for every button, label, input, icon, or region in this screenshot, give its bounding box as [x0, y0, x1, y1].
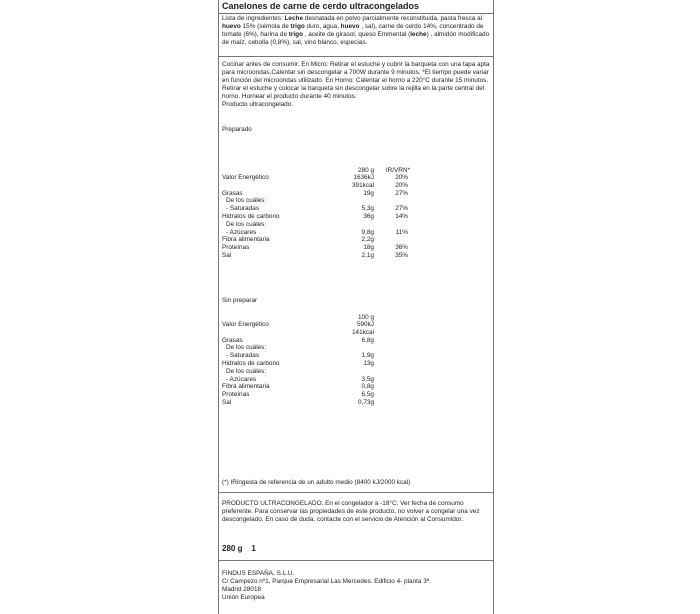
- nutrient-value: 2,1g: [361, 252, 374, 259]
- nutrient-value: 1636kJ: [353, 174, 374, 181]
- nutrient-value: 0,73g: [358, 399, 374, 406]
- cooking-instructions: [222, 61, 490, 108]
- storage-text: PRODUCTO ULTRACONGELADO. En el congelador a -18°C: Ver fecha de consumo preferente. Para conservar las propiedades de este producto, no volver a congelar una vez descongelado. En caso de duda, contacte con el servicio de Atención al Consumidor.: [222, 500, 480, 523]
- company-city: Madrid 28018: [222, 585, 262, 593]
- product-title: Canelones de carne de cerdo ultracongelados: [222, 1, 420, 11]
- prepared-weight-header: 280 g: [358, 167, 374, 174]
- allergen-text: Leche: [284, 15, 304, 22]
- company-info: [222, 570, 490, 602]
- nutrient-name: Grasas: [222, 189, 243, 197]
- storage-instructions: [222, 500, 490, 524]
- nutrient-value: 13g: [363, 360, 374, 367]
- nutrient-name: - Saturadas: [226, 352, 260, 360]
- nutrient-ir-percent: 20%: [395, 181, 408, 189]
- nutrient-name: Fibra alimentaria: [222, 236, 270, 244]
- nutrient-name: Proteínas: [222, 244, 250, 252]
- ingredient-text: Lista de ingredientes:: [222, 15, 285, 22]
- nutrient-name: De los cuáles:: [226, 367, 267, 375]
- allergen-text: trigo: [290, 22, 305, 30]
- nutrient-name: Sal: [222, 252, 232, 259]
- nutrient-name: De los cuáles:: [226, 344, 267, 352]
- ingredient-text: ) , almidón modificado de maíz, cebolla (0,8%), sal, vino blanco, especias.: [222, 30, 490, 46]
- nutrient-value: 0,8g: [361, 383, 374, 391]
- allergen-text: leche: [410, 30, 427, 38]
- ingredient-text: 15% (sémola de: [240, 22, 291, 30]
- nutrient-ir-percent: 20%: [395, 174, 408, 181]
- nutrient-name: Valor Energético: [222, 174, 269, 181]
- nutrient-ir-percent: 11%: [395, 228, 408, 236]
- allergen-text: huevo: [340, 22, 360, 30]
- nutrient-value: 5,3g: [361, 205, 374, 213]
- allergen-text: huevo: [222, 22, 241, 30]
- nutrient-ir-percent: 35%: [395, 252, 408, 259]
- nutrient-ir-percent: 14%: [395, 213, 408, 220]
- ingredient-text: , sal), carne de cerdo 14%, concentrado de tomate (6%), harina de: [222, 22, 484, 38]
- nutrient-value: 36g: [363, 213, 374, 220]
- prepared-label: Preparado: [222, 126, 252, 133]
- ingredient-text: desnatada en polvo parcialmente reconstituida, pasta fresca al: [303, 15, 483, 22]
- unit-count: 1: [251, 544, 256, 553]
- company-address: C/ Campezo nº1, Parque Empresarial Las Mercedes. Edificio 4- planta 3ª.: [222, 577, 431, 585]
- nutrient-name: Fibra alimentaria: [222, 383, 270, 391]
- nutrient-value: 590kJ: [356, 321, 374, 328]
- allergen-text: trigo: [288, 30, 303, 38]
- nutrient-value: 2,2g: [361, 236, 374, 244]
- net-quantity: [222, 544, 256, 553]
- frozen-note: Producto ultracongelado.: [222, 100, 294, 108]
- nutrient-value: 19g: [363, 189, 374, 197]
- nutrient-name: - Azúcares: [226, 228, 257, 236]
- ingredients-divider: [218, 56, 494, 57]
- title-divider: [218, 13, 494, 14]
- nutrient-value: 9,8g: [361, 228, 374, 236]
- unprepared-weight-header: 100 g: [358, 314, 374, 321]
- net-weight: 280 g: [222, 544, 243, 553]
- nutrient-name: Hidratos de carbono: [222, 360, 280, 367]
- nutrient-name: Valor Energético: [222, 321, 269, 328]
- nutrient-name: - Saturadas: [226, 205, 260, 213]
- nutrient-name: De los cuáles:: [226, 220, 267, 228]
- nutrient-ir-percent: 27%: [395, 189, 408, 197]
- nutrient-ir-percent: 36%: [395, 244, 408, 252]
- nutrient-value: 141kcal: [351, 328, 374, 336]
- nutrient-value: 1,9g: [361, 352, 374, 360]
- nutrient-ir-percent: 27%: [395, 205, 408, 213]
- reference-footnote: (*) IRingesta de referencia de un adulto medio (8400 kJ/2000 kcal): [222, 479, 411, 486]
- nutrient-value: 6,8g: [361, 336, 374, 344]
- footnote-divider: [218, 492, 494, 493]
- net-divider: [218, 560, 494, 561]
- ingredients-list: [222, 15, 490, 47]
- company-region: Unión Europea: [222, 593, 265, 601]
- nutrient-name: Sal: [222, 399, 232, 406]
- nutrient-value: 391kcal: [351, 181, 374, 189]
- unprepared-label: Sin preparar: [222, 297, 258, 304]
- nutrient-value: 6,5g: [361, 391, 374, 399]
- prepared-ir-header: IR/VRN*: [385, 167, 410, 174]
- instructions-text: Cocinar antes de consumir. En Micro: Retirar el estuche y cubrir la barqueta con una tapa apta para microondas.Calentar sin descongelar a 700W durante 9 minutos. *El tiempo puede variar en función del microondas utilizado. En Horno: Calentar el horno a 220°C durante 15 minutos. Retirar el estuche y colocar la barqueta sin descongelar sobre la rejilla en la parte central del horno. Hornear el producto durante 40 minutos.: [222, 61, 490, 100]
- nutrient-name: De los cuáles:: [226, 197, 267, 205]
- nutrient-value: 18g: [363, 244, 374, 252]
- ingredient-text: duro, agua,: [304, 22, 341, 30]
- nutrient-name: - Azúcares: [226, 375, 257, 383]
- nutrient-value: 3,5g: [361, 375, 374, 383]
- nutrient-name: Hidratos de carbono: [222, 213, 280, 220]
- ingredient-text: , aceite de girasol, queso Emmental (: [302, 30, 411, 38]
- nutrient-name: Proteínas: [222, 391, 250, 399]
- nutrient-name: Grasas: [222, 336, 243, 344]
- company-name: FINDUS ESPAÑA, S.L.U.: [222, 570, 295, 577]
